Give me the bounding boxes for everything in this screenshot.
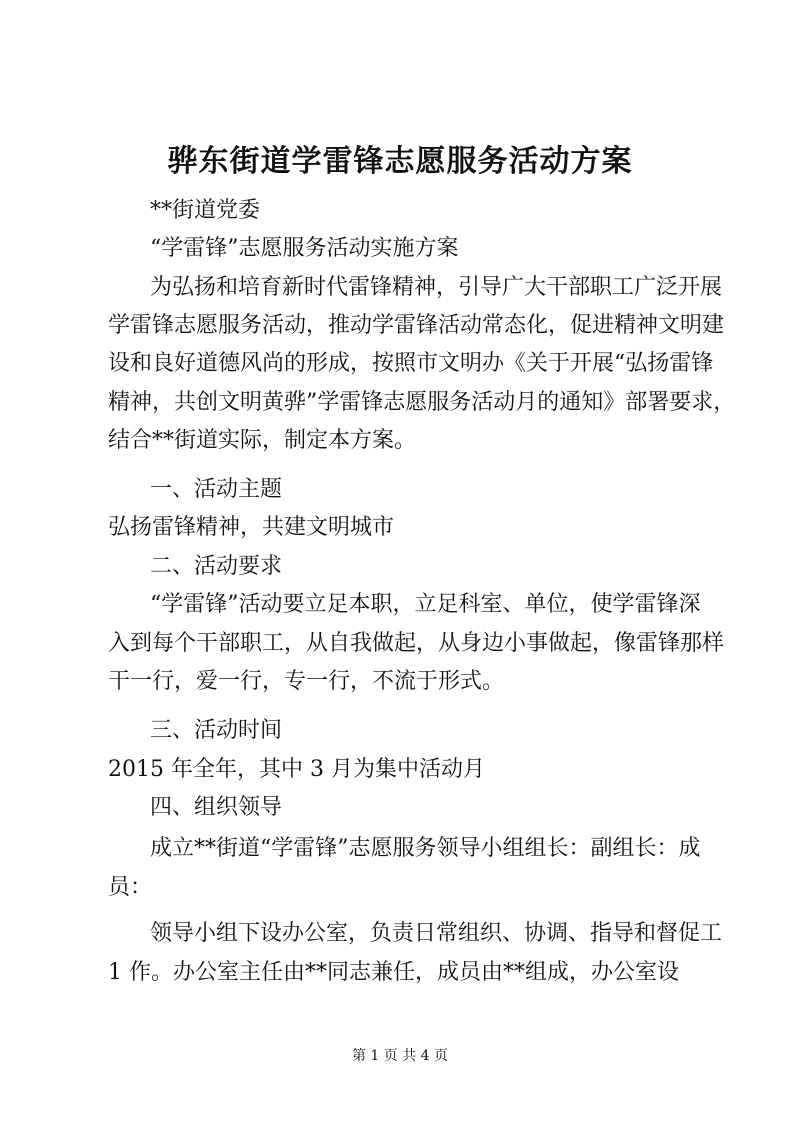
leadership-line-2: 员：	[108, 875, 153, 900]
intro-paragraph-line-5: 结合**街道实际，制定本方案。	[108, 428, 417, 453]
section-heading-leadership: 四、组织领导	[150, 795, 283, 820]
page-number-footer: 第 1 页 共 4 页	[351, 1048, 449, 1064]
plan-subtitle: “学雷锋”志愿服务活动实施方案	[150, 236, 459, 261]
section-heading-theme: 一、活动主题	[150, 477, 283, 502]
intro-paragraph-line-2: 学雷锋志愿服务活动，推动学雷锋活动常态化，促进精神文明建	[108, 313, 725, 338]
requirements-line-1: “学雷锋”活动要立足本职，立足科室、单位，使学雷锋深	[150, 592, 701, 617]
intro-paragraph-line-4: 精神，共创文明黄骅”学雷锋志愿服务活动月的通知》部署要求，	[108, 390, 736, 415]
document-title: 骅东街道学雷锋志愿服务活动方案	[167, 144, 633, 179]
section-heading-requirements: 二、活动要求	[150, 554, 283, 579]
intro-paragraph-line-1: 为弘扬和培育新时代雷锋精神，引导广大干部职工广泛开展	[150, 275, 723, 300]
intro-paragraph-line-3: 设和良好道德风尚的形成，按照市文明办《关于开展“弘扬雷锋	[108, 351, 714, 376]
requirements-line-2: 入到每个干部职工，从自我做起，从身边小事做起，像雷锋那样	[108, 631, 725, 656]
office-line-2: 1 作。办公室主任由**同志兼任，成员由**组成，办公室设	[108, 960, 679, 985]
issuer-line: **街道党委	[150, 198, 261, 223]
requirements-line-3: 干一行，爱一行，专一行，不流于形式。	[108, 669, 505, 694]
section-heading-time: 三、活动时间	[150, 718, 283, 743]
leadership-line-1: 成立**街道“学雷锋”志愿服务领导小组组长：副组长：成	[150, 836, 701, 861]
theme-text: 弘扬雷锋精神，共建文明城市	[108, 515, 395, 540]
office-line-1: 领导小组下设办公室，负责日常组织、协调、指导和督促工	[150, 921, 723, 946]
time-text: 2015 年全年，其中 3 月为集中活动月	[108, 757, 485, 782]
